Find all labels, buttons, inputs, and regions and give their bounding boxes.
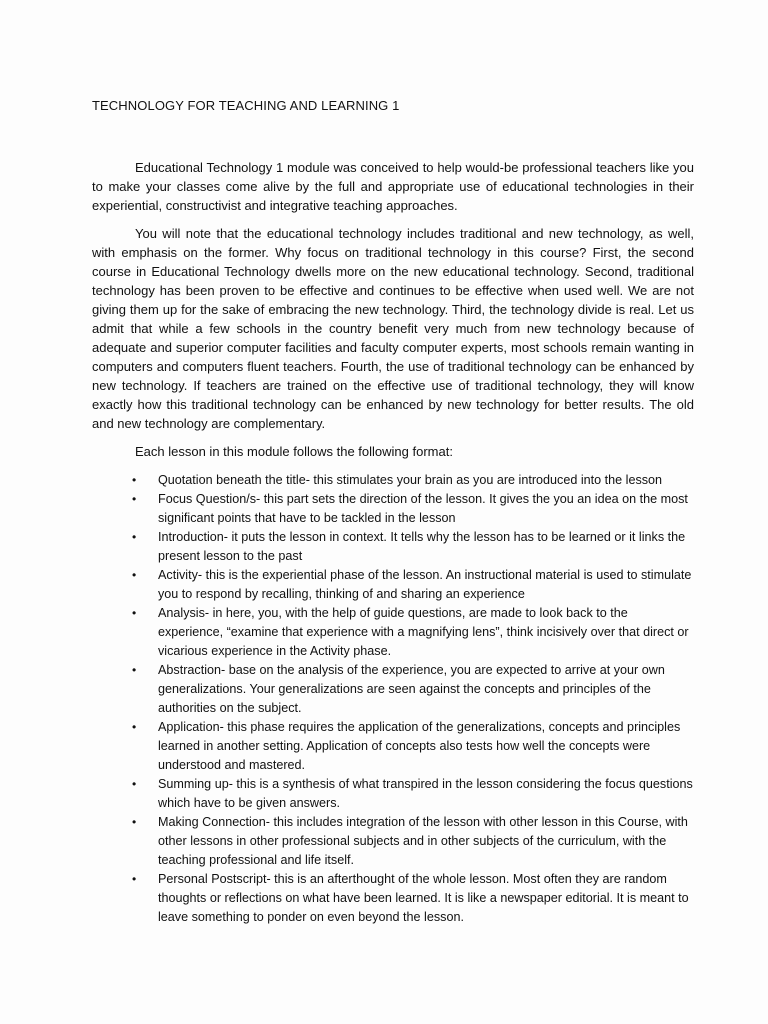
document-title: TECHNOLOGY FOR TEACHING AND LEARNING 1 [92, 98, 400, 113]
list-item-text: Personal Postscript- this is an afterthought of the whole lesson. Most often they are random thoughts or reflections on what have been learned. It is like a newspaper editorial. It is meant to leave something to ponder on even beyond the lesson. [158, 872, 689, 924]
list-item [92, 604, 694, 661]
list-intro: Each lesson in this module follows the following format: [135, 444, 453, 459]
list-item [92, 870, 694, 927]
lesson-format-list [92, 471, 694, 927]
list-item [92, 813, 694, 870]
bullet-icon: • [132, 663, 137, 677]
list-item [92, 528, 694, 566]
list-item-text: Focus Question/s- this part sets the direction of the lesson. It gives the you an idea on the most significant points that have to be tackled in the lesson [158, 492, 688, 525]
list-item [92, 471, 694, 490]
bullet-icon: • [132, 815, 137, 829]
bullet-icon: • [132, 473, 137, 487]
list-item [92, 566, 694, 604]
list-item [92, 775, 694, 813]
list-item-text: Quotation beneath the title- this stimulates your brain as you are introduced into the lesson [158, 473, 663, 487]
intro-paragraph: Educational Technology 1 module was conceived to help would-be professional teachers like you to make your classes come alive by the full and appropriate use of educational technologies in their experiential, constructivist and integrative teaching approaches. [92, 160, 694, 213]
list-item-text: Making Connection- this includes integration of the lesson with other lesson in this Course, with other lessons in other professional subjects and in other subjects of the curriculum, with the teaching professional and life itself. [158, 815, 688, 867]
list-item-text: Introduction- it puts the lesson in context. It tells why the lesson has to be learned or it links the present lesson to the past [158, 530, 686, 563]
bullet-icon: • [132, 777, 137, 791]
bullet-icon: • [132, 568, 137, 582]
bullet-icon: • [132, 720, 137, 734]
list-item [92, 490, 694, 528]
bullet-icon: • [132, 606, 137, 620]
bullet-icon: • [132, 872, 137, 886]
list-item [92, 661, 694, 718]
list-item [92, 718, 694, 775]
bullet-icon: • [132, 530, 137, 544]
rationale-paragraph: You will note that the educational technology includes traditional and new technology, as well, with emphasis on the former. Why focus on traditional technology in this course? First, the second course in Educational Technology dwells more on the new educational technology. Second, traditional technology has been proven to be effective and continues to be effective when used well. We are not giving them up for the sake of embracing the new technology. Third, the technology divide is real. Let us admit that while a few schools in the country benefit very much from new technology because of adequate and superior computer facilities and faculty computer experts, most schools remain wanting in computers and computers fluent teachers. Fourth, the use of traditional technology can be enhanced by new technology. If teachers are trained on the effective use of traditional technology, they will know exactly how this traditional technology can be enhanced by new technology for better results. The old and new technology are complementary. [92, 226, 694, 431]
list-item-text: Activity- this is the experiential phase of the lesson. An instructional material is used to stimulate you to respond by recalling, thinking of and sharing an experience [158, 568, 692, 601]
bullet-icon: • [132, 492, 137, 506]
list-item-text: Analysis- in here, you, with the help of guide questions, are made to look back to the experience, “examine that experience with a magnifying lens”, think incisively over that direct or vicarious experience in the Activity phase. [158, 606, 689, 658]
list-item-text: Abstraction- base on the analysis of the experience, you are expected to arrive at your own generalizations. Your generalizations are seen against the concepts and principles of the authorities on the subject. [158, 663, 665, 715]
list-item-text: Application- this phase requires the application of the generalizations, concepts and principles learned in another setting. Application of concepts also tests how well the concepts were understood and mastered. [158, 720, 681, 772]
list-item-text: Summing up- this is a synthesis of what transpired in the lesson considering the focus questions which have to be given answers. [158, 777, 693, 810]
